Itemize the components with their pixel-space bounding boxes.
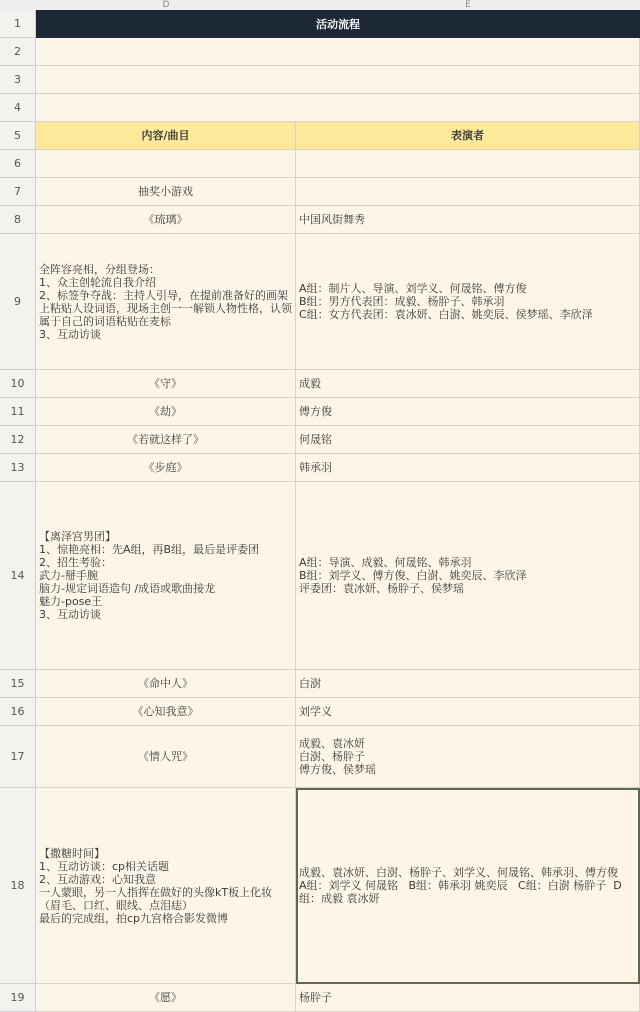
content-cell[interactable]: 《心知我意》 xyxy=(36,698,296,726)
content-cell[interactable]: 【撒糖时间】 1、互动访谈：cp相关话题 2、互动游戏：心知我意 一人蒙眼，另一人指挥在做好的头像kT板上化妆（眉毛、口红、眼线、点泪痣） 最后的完成组，拍cp九宫格合影发微博 xyxy=(36,788,296,984)
content-cell[interactable]: 《命中人》 xyxy=(36,670,296,698)
header-performer-cell[interactable]: 表演者 xyxy=(296,122,640,150)
content-cell[interactable] xyxy=(36,150,296,178)
column-header-d[interactable]: D xyxy=(36,0,296,11)
content-cell[interactable]: 《若就这样了》 xyxy=(36,426,296,454)
content-cell[interactable]: 【离泽宫男团】 1、惊艳亮相：先A组，再B组，最后是评委团 2、招生考验： 武力-掰手腕 脑力-规定词语造句 /成语或歌曲接龙 魅力-pose王 3、互动访谈 xyxy=(36,482,296,670)
row-header[interactable]: 9 xyxy=(0,234,36,370)
row-header[interactable]: 18 xyxy=(0,788,36,984)
content-cell[interactable]: 《愿》 xyxy=(36,984,296,1012)
row-header[interactable]: 4 xyxy=(0,94,36,122)
content-cell[interactable]: 《守》 xyxy=(36,370,296,398)
content-cell[interactable]: 《劫》 xyxy=(36,398,296,426)
performer-cell[interactable]: 傅方俊 xyxy=(296,398,640,426)
row-header[interactable]: 13 xyxy=(0,454,36,482)
performer-cell[interactable]: 成毅 xyxy=(296,370,640,398)
empty-cell[interactable] xyxy=(36,38,640,66)
row-header[interactable]: 14 xyxy=(0,482,36,670)
row-header[interactable]: 12 xyxy=(0,426,36,454)
performer-cell[interactable]: 韩承羽 xyxy=(296,454,640,482)
performer-cell[interactable]: 白澍 xyxy=(296,670,640,698)
row-header[interactable]: 7 xyxy=(0,178,36,206)
row-header[interactable]: 6 xyxy=(0,150,36,178)
empty-cell[interactable] xyxy=(36,66,640,94)
row-header[interactable]: 16 xyxy=(0,698,36,726)
row-header[interactable]: 11 xyxy=(0,398,36,426)
header-content-cell[interactable]: 内容/曲目 xyxy=(36,122,296,150)
row-header[interactable]: 2 xyxy=(0,38,36,66)
content-cell[interactable]: 全阵容亮相，分组登场： 1、众主创轮流自我介绍 2、标签争夺战：主持人引导，在提前准备好的画架上粘贴人设词语，现场主创一一解锁人物性格，认领属于自己的词语粘贴在麦标 3、互动访谈 xyxy=(36,234,296,370)
row-header[interactable]: 19 xyxy=(0,984,36,1012)
empty-cell[interactable] xyxy=(36,94,640,122)
performer-cell[interactable]: 何晟铭 xyxy=(296,426,640,454)
performer-cell[interactable]: 成毅、袁冰妍 白澍、杨肸子 傅方俊、侯梦瑶 xyxy=(296,726,640,788)
row-header[interactable]: 17 xyxy=(0,726,36,788)
performer-cell[interactable]: A组：导演、成毅、何晟铭、韩承羽 B组：刘学义、傅方俊、白澍、姚奕辰、李欣泽 评委团：袁冰妍、杨肸子、侯梦瑶 xyxy=(296,482,640,670)
performer-cell[interactable]: A组：制片人、导演、刘学义、何晟铭、傅方俊 B组：男方代表团：成毅、杨肸子、韩承羽 C组：女方代表团：袁冰妍、白澍、姚奕辰、侯梦瑶、李欣泽 xyxy=(296,234,640,370)
performer-cell[interactable]: 中国风街舞秀 xyxy=(296,206,640,234)
content-cell[interactable]: 《琉璃》 xyxy=(36,206,296,234)
performer-cell[interactable]: 杨肸子 xyxy=(296,984,640,1012)
column-header-e[interactable]: E xyxy=(296,0,640,11)
row-header[interactable]: 5 xyxy=(0,122,36,150)
performer-cell-selected[interactable]: 成毅、袁冰妍、白澍、杨肸子、刘学义、何晟铭、韩承羽、傅方俊 A组：刘学义 何晟铭 B组：韩承羽 姚奕辰 C组：白澍 杨肸子 D组：成毅 袁冰妍 xyxy=(296,788,640,984)
content-cell[interactable]: 《情人咒》 xyxy=(36,726,296,788)
content-cell[interactable]: 《步庭》 xyxy=(36,454,296,482)
row-header[interactable]: 10 xyxy=(0,370,36,398)
row-header[interactable]: 15 xyxy=(0,670,36,698)
performer-cell[interactable] xyxy=(296,150,640,178)
performer-cell[interactable] xyxy=(296,178,640,206)
row-header[interactable]: 1 xyxy=(0,10,36,38)
title-cell[interactable]: 活动流程 xyxy=(36,10,640,38)
performer-cell[interactable]: 刘学义 xyxy=(296,698,640,726)
content-cell[interactable]: 抽奖小游戏 xyxy=(36,178,296,206)
row-header[interactable]: 8 xyxy=(0,206,36,234)
row-header[interactable]: 3 xyxy=(0,66,36,94)
